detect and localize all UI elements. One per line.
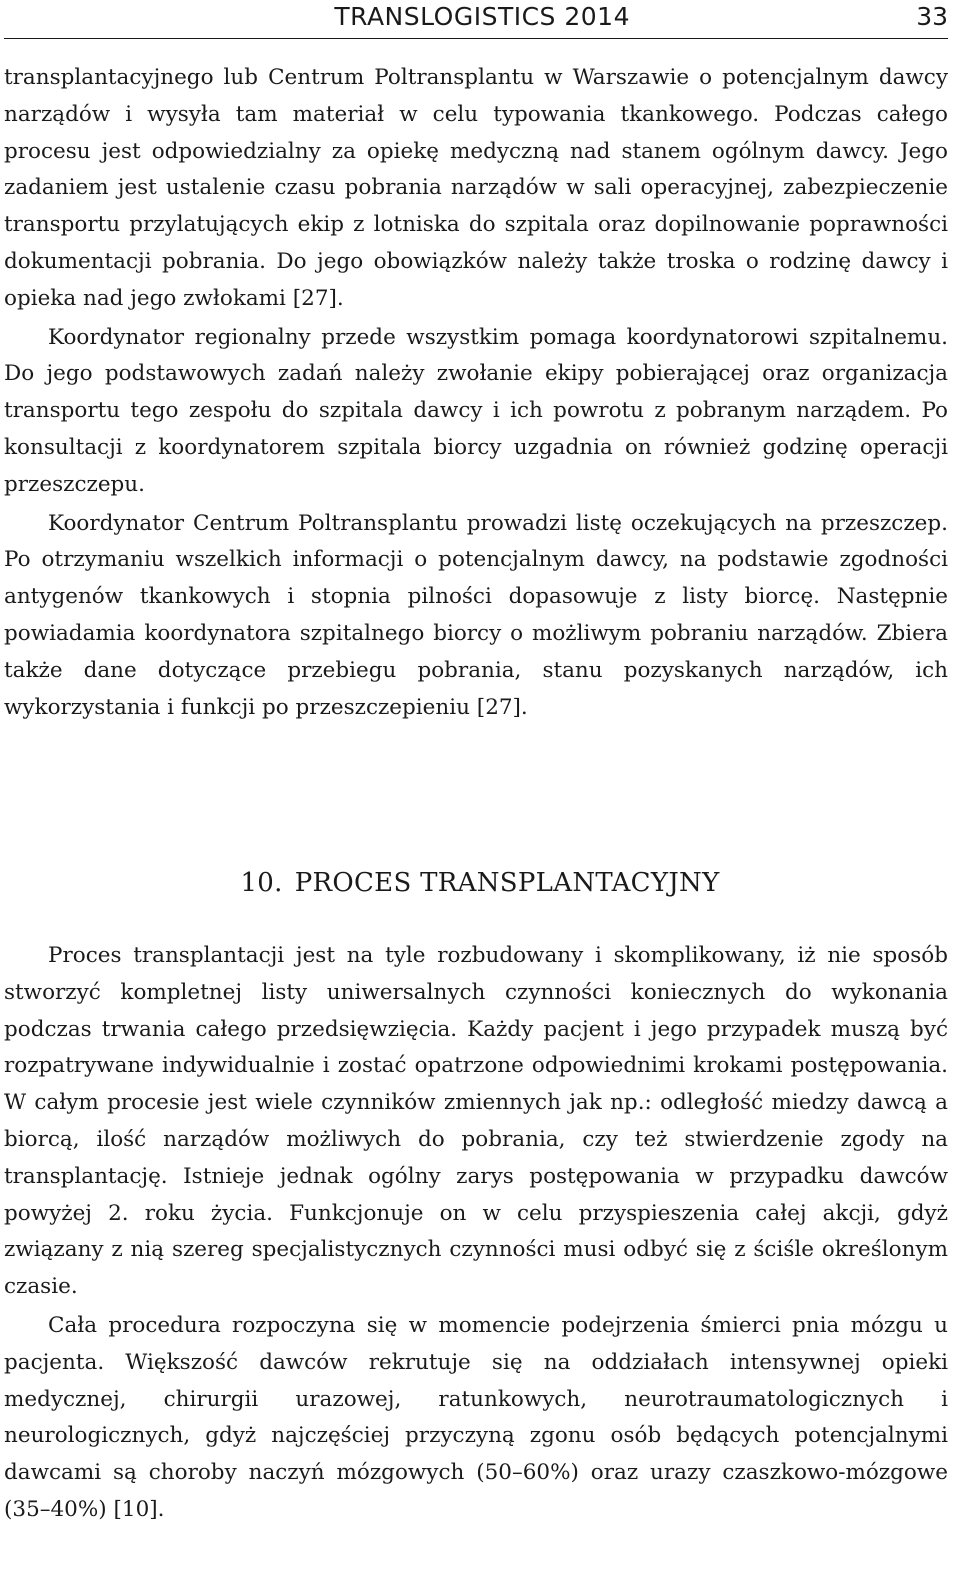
section-number: 10.: [240, 868, 283, 898]
running-header: [4, 0, 948, 39]
previous-section-body: [4, 60, 948, 726]
section-body: [4, 938, 948, 1529]
journal-title: TRANSLOGISTICS 2014: [334, 2, 630, 31]
section-title: PROCES TRANSPLANTACYJNY: [294, 868, 720, 898]
paragraph: Koordynator Centrum Poltransplantu prowadzi listę oczekujących na przeszczep. Po otrzymaniu wszelkich informacji o potencjalnym dawcy, na podstawie zgodności antygenów tkankowych i stopnia pilności dopasowuje z listy biorcę. Następnie powiadamia koordynatora szpitalnego biorcy o możliwym pobraniu narządów. Zbiera także dane dotyczące przebiegu pobrania, stanu pozyskanych narządów, ich wykorzystania i funkcji po przeszczepieniu [27].: [4, 510, 948, 720]
paragraph: Cała procedura rozpoczyna się w momencie podejrzenia śmierci pnia mózgu u pacjenta. Większość dawców rekrutuje się na oddziałach intensywnej opieki medycznej, chirurgii urazowej, ratunkowych, neurotraumatologicznych i neurologicznych, gdyż najczęściej przyczyną zgonu osób będących potencjalnymi dawcami są choroby naczyń mózgowych (50–60%) oraz urazy czaszkowo-mózgowe (35–40%) [10].: [4, 1312, 948, 1522]
paragraph: Proces transplantacji jest na tyle rozbudowany i skomplikowany, iż nie sposób stworzyć kompletnej listy uniwersalnych czynności koniecznych do wykonania podczas trwania całego przedsięwzięcia. Każdy pacjent i jego przypadek muszą być rozpatrywane indywidualnie i zostać opatrzone odpowiednimi krokami postępowania. W całym procesie jest wiele czynników zmiennych jak np.: odległość miedzy dawcą a biorcą, ilość narządów możliwych do pobrania, czy też stwierdzenie zgody na transplantację. Istnieje jednak ogólny zarys postępowania w przypadku dawców powyżej 2. roku życia. Funkcjonuje on w celu przyspieszenia całej akcji, gdyż związany z nią szereg specjalistycznych czynności musi odbyć się z ściśle określonym czasie.: [4, 943, 948, 1300]
paragraph: transplantacyjnego lub Centrum Poltransplantu w Warszawie o potencjalnym dawcy narządów i wysyła tam materiał w celu typowania tkankowego. Podczas całego procesu jest odpowiedzialny za opiekę medyczną nad stanem ogólnym dawcy. Jego zadaniem jest ustalenie czasu pobrania narządów w sali operacyjnej, zabezpieczenie transportu przylatujących ekip z lotniska do szpitala oraz dopilnowanie poprawności dokumentacji pobrania. Do jego obowiązków należy także troska o rodzinę dawcy i opieka nad jego zwłokami [27].: [4, 65, 948, 311]
section-heading: [0, 868, 960, 898]
paragraph: Koordynator regionalny przede wszystkim pomaga koordynatorowi szpitalnemu. Do jego podstawowych zadań należy zwołanie ekipy pobierającej oraz organizacja transportu tego zespołu do szpitala dawcy i ich powrotu z pobranym narządem. Po konsultacji z koordynatorem szpitala biorcy uzgadnia on również godzinę operacji przeszczepu.: [4, 324, 948, 497]
page-number: 33: [916, 2, 948, 31]
